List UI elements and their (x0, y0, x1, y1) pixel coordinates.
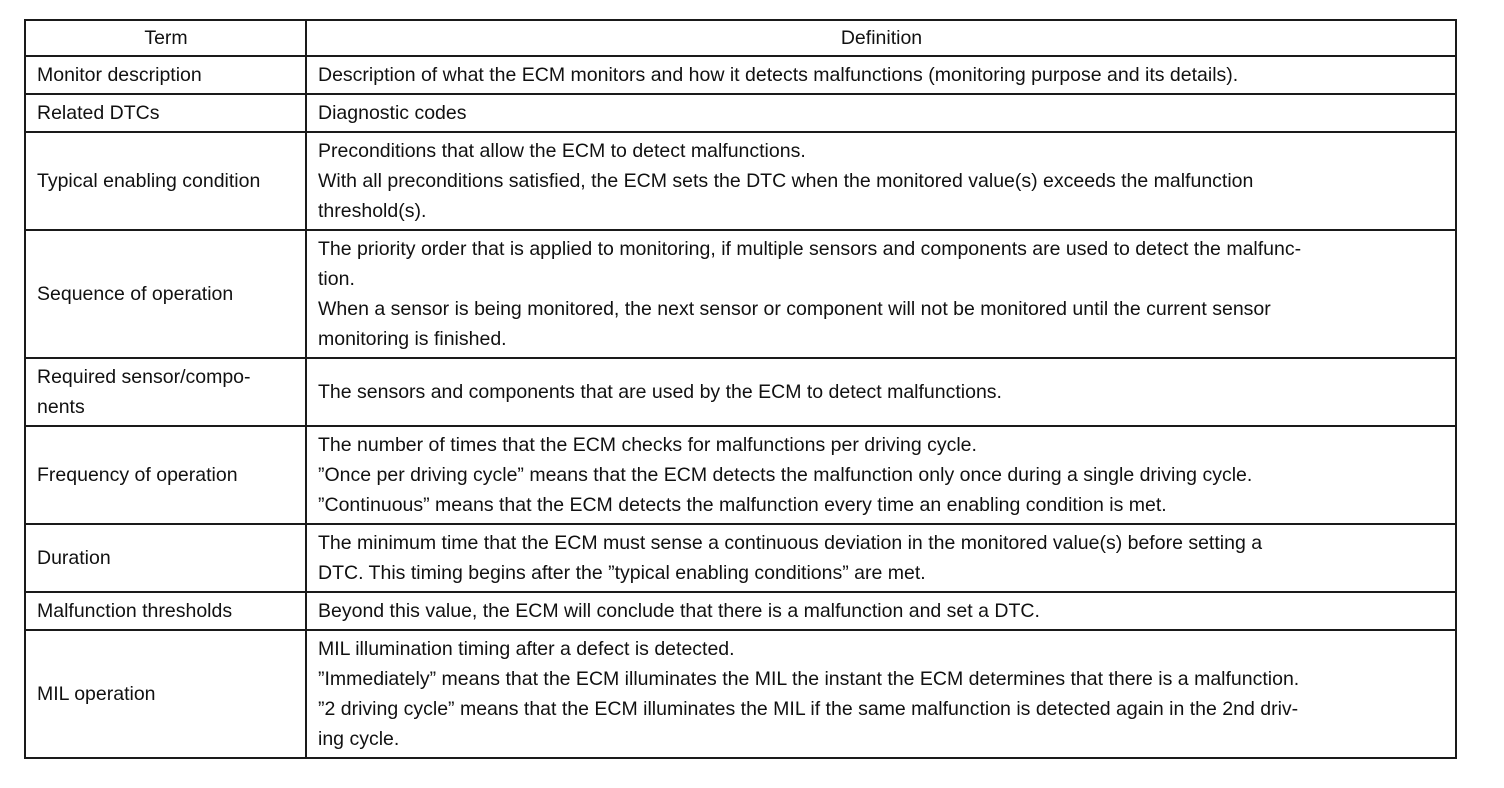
header-definition: Definition (306, 20, 1456, 56)
header-term: Term (25, 20, 306, 56)
definition-text: Description of what the ECM monitors and how it detects malfunctions (monitoring purpose and its details). (318, 64, 1239, 86)
term-text: Typical enabling condition (37, 170, 261, 192)
definition-text: ”2 driving cycle” means that the ECM illuminates the MIL if the same malfunction is detected again in the 2nd driv- (318, 698, 1299, 720)
term-text: Duration (37, 547, 111, 569)
term-text: Required sensor/compo- (37, 366, 251, 388)
term-cell (25, 132, 306, 230)
definition-text: MIL illumination timing after a defect is detected. (318, 638, 735, 660)
definition-text: ”Once per driving cycle” means that the ECM detects the malfunction only once during a single driving cycle. (318, 464, 1253, 486)
definition-cell (306, 230, 1456, 358)
definition-text: ”Immediately” means that the ECM illuminates the MIL the instant the ECM determines that there is a malfunction. (318, 668, 1300, 690)
definition-text: ”Continuous” means that the ECM detects the malfunction every time an enabling condition is met. (318, 494, 1167, 516)
header-row (25, 20, 1456, 56)
term-cell (25, 358, 306, 426)
definitions-table (24, 19, 1457, 759)
definition-text: The number of times that the ECM checks for malfunctions per driving cycle. (318, 434, 977, 456)
term-cell (25, 56, 306, 94)
term-cell (25, 592, 306, 630)
definition-cell (306, 358, 1456, 426)
table-row (25, 132, 1456, 230)
table-row (25, 94, 1456, 132)
table-row (25, 358, 1456, 426)
term-text: Frequency of operation (37, 464, 238, 486)
definition-cell (306, 132, 1456, 230)
term-cell (25, 230, 306, 358)
definition-cell (306, 630, 1456, 758)
definition-text: tion. (318, 268, 355, 290)
table-row (25, 592, 1456, 630)
definition-text: Beyond this value, the ECM will conclude that there is a malfunction and set a DTC. (318, 600, 1040, 622)
definition-cell (306, 426, 1456, 524)
term-text: Monitor description (37, 64, 202, 86)
definition-text: Diagnostic codes (318, 102, 467, 124)
definition-text: ing cycle. (318, 728, 400, 750)
definition-cell (306, 524, 1456, 592)
table-row (25, 426, 1456, 524)
term-text: MIL operation (37, 683, 156, 705)
term-text: nents (37, 396, 85, 418)
term-cell (25, 524, 306, 592)
term-text: Sequence of operation (37, 283, 234, 305)
table-body (25, 56, 1456, 758)
definition-text: When a sensor is being monitored, the next sensor or component will not be monitored until the current sensor (318, 298, 1271, 320)
table-row (25, 56, 1456, 94)
table-header (25, 20, 1456, 56)
term-cell (25, 94, 306, 132)
definition-cell (306, 94, 1456, 132)
definition-text: The priority order that is applied to monitoring, if multiple sensors and components are used to detect the malfunc- (318, 238, 1302, 260)
term-text: Malfunction thresholds (37, 600, 233, 622)
definition-cell (306, 592, 1456, 630)
definition-text: DTC. This timing begins after the ”typical enabling conditions” are met. (318, 562, 926, 584)
table-row (25, 630, 1456, 758)
definition-text: Preconditions that allow the ECM to detect malfunctions. (318, 140, 806, 162)
table-row (25, 524, 1456, 592)
definition-text: monitoring is finished. (318, 328, 507, 350)
term-text: Related DTCs (37, 102, 160, 124)
definition-text: The minimum time that the ECM must sense a continuous deviation in the monitored value(s) before setting a (318, 532, 1263, 554)
definition-text: threshold(s). (318, 200, 427, 222)
definition-cell (306, 56, 1456, 94)
term-cell (25, 630, 306, 758)
definition-text: With all preconditions satisfied, the ECM sets the DTC when the monitored value(s) exceeds the malfunction (318, 170, 1254, 192)
definition-text: The sensors and components that are used by the ECM to detect malfunctions. (318, 381, 1002, 403)
table-row (25, 230, 1456, 358)
term-cell (25, 426, 306, 524)
